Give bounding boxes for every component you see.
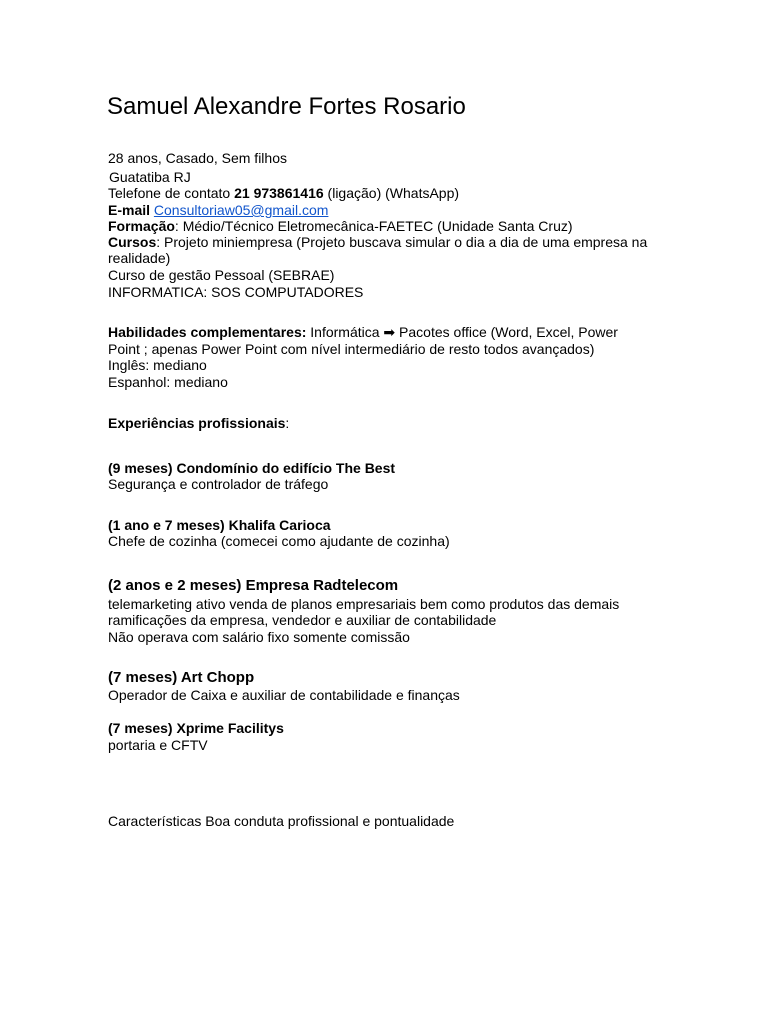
job-description: Segurança e controlador de tráfego — [108, 476, 329, 492]
skills-label: Habilidades complementares: — [108, 324, 307, 340]
course-gestao: Curso de gestão Pessoal (SEBRAE) — [108, 267, 335, 283]
job-description: telemarketing ativo venda de planos empresariais bem como produtos das demais — [108, 596, 620, 612]
location: Guatatiba RJ — [109, 169, 191, 185]
job-description: Não operava com salário fixo somente comissão — [108, 629, 410, 645]
skills-text: Informática ➡ Pacotes office (Word, Excel, Power — [306, 324, 618, 340]
personal-info: 28 anos, Casado, Sem filhos — [108, 150, 287, 166]
email-line — [108, 202, 328, 218]
experience-heading-suffix: : — [285, 415, 290, 431]
job-title: (7 meses) Xprime Facilitys — [108, 720, 284, 736]
job-title: (9 meses) Condomínio do edifício The Best — [108, 460, 396, 476]
courses-text-cont: realidade) — [108, 250, 171, 266]
email-label: E-mail — [108, 202, 154, 218]
courses-text: : Projeto miniempresa (Projeto buscava simular o dia a dia de uma empresa na — [156, 234, 648, 250]
phone-line — [108, 185, 459, 201]
education-text: : Médio/Técnico Eletromecânica-FAETEC (Unidade Santa Cruz) — [174, 218, 573, 234]
characteristics: Características Boa conduta profissional e pontualidade — [108, 813, 455, 829]
job-title: (1 ano e 7 meses) Khalifa Carioca — [108, 517, 331, 533]
course-informatica: INFORMATICA: SOS COMPUTADORES — [108, 284, 364, 300]
job-description: ramificações da empresa, vendedor e auxiliar de contabilidade — [108, 612, 497, 628]
job-title: (2 anos e 2 meses) Empresa Radtelecom — [108, 577, 399, 594]
job-description: portaria e CFTV — [108, 737, 208, 753]
spanish-level: Espanhol: mediano — [108, 374, 228, 390]
phone-number: 21 973861416 — [234, 185, 324, 201]
experience-heading — [108, 415, 289, 431]
job-title: (7 meses) Art Chopp — [108, 669, 255, 686]
skills-text-cont: Point ; apenas Power Point com nível intermediário de resto todos avançados) — [108, 341, 595, 357]
phone-label: Telefone de contato — [108, 185, 235, 201]
job-description: Chefe de cozinha (comecei como ajudante de cozinha) — [108, 533, 450, 549]
job-description: Operador de Caixa e auxiliar de contabilidade e finanças — [108, 687, 460, 703]
skills-line — [108, 324, 618, 340]
courses-label: Cursos — [108, 234, 157, 250]
english-level: Inglês: mediano — [108, 357, 207, 373]
education-label: Formação — [108, 218, 175, 234]
experience-heading-text: Experiências profissionais — [108, 415, 286, 431]
phone-suffix: (ligação) (WhatsApp) — [323, 185, 460, 201]
resume-name: Samuel Alexandre Fortes Rosario — [107, 93, 466, 120]
education-line — [108, 218, 573, 234]
courses-line — [108, 234, 647, 250]
email-link[interactable]: Consultoriaw05@gmail.com — [153, 202, 329, 218]
